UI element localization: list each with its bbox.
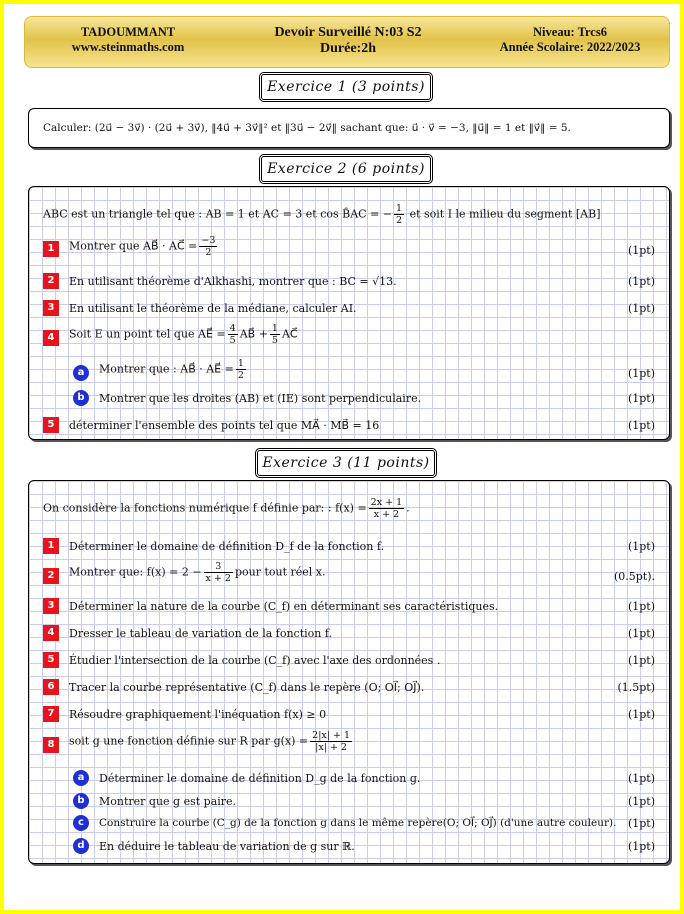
intro-text-b: et soit I le milieu du segment [AB] — [409, 207, 601, 221]
exam-duration: Durée:2h — [320, 41, 376, 56]
school-year: Année Scolaire: 2022/2023 — [499, 40, 641, 54]
question-6-points: (1.5pt) — [617, 681, 655, 694]
frac-num: 4 — [229, 323, 236, 334]
question-1-text: Déterminer le domaine de définition D_f de la fonction f. — [69, 540, 385, 553]
frac-den: 2 — [396, 215, 403, 226]
header-banner — [24, 16, 670, 68]
subquestion-8b-points: (1pt) — [627, 795, 655, 808]
q-fraction — [204, 561, 233, 584]
q-fraction — [199, 235, 217, 258]
question-5-text: Étudier l'intersection de la courbe (C_f) avec l'axe des ordonnées . — [69, 654, 441, 667]
subquestion-8c-text: Construire la courbe (C_g) de la fonction g dans le même repère(O; OI⃗; OJ⃗) (d'une autre couleur). — [99, 817, 617, 829]
q-text: soit g une fonction définie sur R par g(x) = — [69, 734, 309, 748]
subquestion-8d-label: d — [73, 838, 89, 854]
question-number-3: 3 — [43, 598, 59, 614]
q-text-c: AC⃗ — [281, 327, 298, 341]
exercise-3-intro — [43, 497, 410, 520]
exercise-1-statement: Calculer: (2u⃗ − 3v⃗) · (2u⃗ + 3v⃗), ‖4u⃗ + 3v⃗‖² et ‖3u⃗ − 2v⃗‖ sachant que: u⃗ · v⃗ = −3, ‖u⃗‖ = 1 et ‖v⃗‖ = 5. — [43, 122, 571, 134]
frac-den: 2 — [237, 370, 244, 381]
question-7-text: Résoudre graphiquement l'inéquation f(x) ≥ 0 — [69, 708, 327, 721]
question-3-text: Déterminer la nature de la courbe (C_f) en déterminant ses caractéristiques. — [69, 600, 499, 613]
frac-num: 3 — [204, 561, 233, 573]
header-center — [225, 25, 471, 57]
question-1-points: (1pt) — [627, 244, 655, 257]
question-8-text — [69, 730, 354, 753]
frac-den: |x| + 2 — [315, 742, 347, 753]
q-text: Montrer que: f(x) = 2 − — [69, 565, 202, 579]
question-1-text — [69, 235, 219, 258]
intro-text-a: On considère la fonctions numérique f définie par: : f(x) = — [43, 501, 367, 515]
question-number-4: 4 — [43, 625, 59, 641]
question-4-text — [69, 323, 298, 346]
subquestion-4a-points: (1pt) — [627, 367, 655, 380]
question-6-text: Tracer la courbe représentative (C_f) dans le repère (O; OI⃗; OJ⃗). — [69, 681, 425, 694]
question-2-text: En utilisant théorème d'Alkhashi, montrer que : BC = √13. — [69, 275, 397, 288]
header-left — [53, 25, 203, 55]
question-number-5: 5 — [43, 652, 59, 668]
intro-text-a: ABC est un triangle tel que : AB = 1 et AC = 3 et cos B̂AC = − — [43, 207, 393, 221]
question-number-2: 2 — [43, 273, 59, 289]
exercise-2-box — [28, 186, 670, 440]
question-5-points: (1pt) — [627, 654, 655, 667]
page — [4, 4, 680, 910]
question-4-text: Dresser le tableau de variation de la fonction f. — [69, 627, 333, 640]
subquestion-8c-points: (1pt) — [627, 817, 655, 830]
frac-den: 5 — [271, 335, 278, 346]
exercise-3-box — [28, 480, 670, 864]
q-fraction — [310, 730, 352, 753]
subquestion-8a-points: (1pt) — [627, 772, 655, 785]
question-number-4: 4 — [43, 330, 59, 346]
exercise-3-title: Exercice 3 (11 points) — [255, 448, 437, 478]
intro-fraction — [369, 497, 404, 520]
question-number-5: 5 — [43, 417, 59, 433]
question-number-3: 3 — [43, 300, 59, 316]
subquestion-8a-text: Déterminer le domaine de définition D_g de la fonction g. — [99, 772, 421, 785]
frac-den: x + 2 — [373, 509, 400, 520]
header-right — [475, 25, 665, 55]
exercise-2-title: Exercice 2 (6 points) — [259, 154, 433, 184]
q-text: Montrer que AB⃗ · AC⃗ = — [69, 239, 198, 253]
question-5-points: (1pt) — [627, 419, 655, 432]
q-fraction — [228, 323, 238, 346]
question-3-points: (1pt) — [627, 600, 655, 613]
frac-den: x + 2 — [205, 573, 231, 584]
frac-den: 2 — [205, 247, 212, 258]
frac-num: 2|x| + 1 — [312, 730, 351, 741]
question-2-points: (1pt) — [627, 275, 655, 288]
subquestion-8c-label: c — [73, 815, 89, 831]
intro-fraction — [394, 203, 404, 226]
question-7-points: (1pt) — [627, 708, 655, 721]
q-fraction — [236, 358, 246, 381]
subquestion-4b-label: b — [73, 390, 89, 406]
frac-num: 1 — [396, 203, 403, 214]
author-name: TADOUMMANT — [80, 25, 176, 39]
question-number-7: 7 — [43, 706, 59, 722]
question-number-1: 1 — [43, 538, 59, 554]
question-4-points: (1pt) — [627, 627, 655, 640]
question-number-1: 1 — [43, 241, 59, 257]
exercise-1-box — [28, 108, 670, 148]
subquestion-8b-label: b — [73, 793, 89, 809]
subquestion-4b-points: (1pt) — [627, 392, 655, 405]
subquestion-4b-text: Montrer que les droites (AB) et (IE) sont perpendiculaire. — [99, 392, 422, 405]
subquestion-8a-label: a — [73, 770, 89, 786]
exercise-1-title: Exercice 1 (3 points) — [259, 72, 433, 102]
frac-num: 1 — [237, 358, 244, 369]
subquestion-8d-points: (1pt) — [627, 840, 655, 853]
question-number-8: 8 — [43, 737, 59, 753]
question-1-points: (1pt) — [627, 540, 655, 553]
question-number-2: 2 — [43, 568, 59, 584]
intro-text-b: . — [406, 501, 410, 515]
question-2-text — [69, 561, 326, 584]
q-text: Montrer que : AB⃗ · AE⃗ = — [99, 362, 234, 376]
question-3-text: En utilisant le théorème de la médiane, calculer AI. — [69, 302, 357, 315]
q-text: Soit E un point tel que AE⃗ = — [69, 327, 226, 341]
question-2-points: (0.5pt). — [613, 570, 655, 583]
frac-num: 2x + 1 — [370, 497, 403, 508]
site-url[interactable]: www.steinmaths.com — [71, 40, 185, 54]
subquestion-8d-text: En déduire le tableau de variation de g sur ℝ. — [99, 840, 355, 853]
exam-title: Devoir Surveillé N:03 S2 — [274, 25, 422, 40]
frac-num: −3 — [201, 235, 216, 246]
q-text-b: pour tout réel x. — [234, 565, 326, 579]
frac-den: 5 — [229, 335, 236, 346]
frac-num: 1 — [271, 323, 278, 334]
subquestion-8b-text: Montrer que g est paire. — [99, 795, 237, 808]
question-3-points: (1pt) — [627, 302, 655, 315]
question-number-6: 6 — [43, 679, 59, 695]
q-fraction-2 — [270, 323, 280, 346]
subquestion-4a-label: a — [73, 365, 89, 381]
q-text-b: AB⃗ + — [239, 327, 268, 341]
subquestion-4a-text — [99, 358, 248, 381]
class-level: Niveau: Trcs6 — [533, 25, 607, 39]
exercise-2-intro — [43, 203, 601, 226]
question-5-text: déterminer l'ensemble des points tel que MA⃗ · MB⃗ = 16 — [69, 419, 380, 432]
